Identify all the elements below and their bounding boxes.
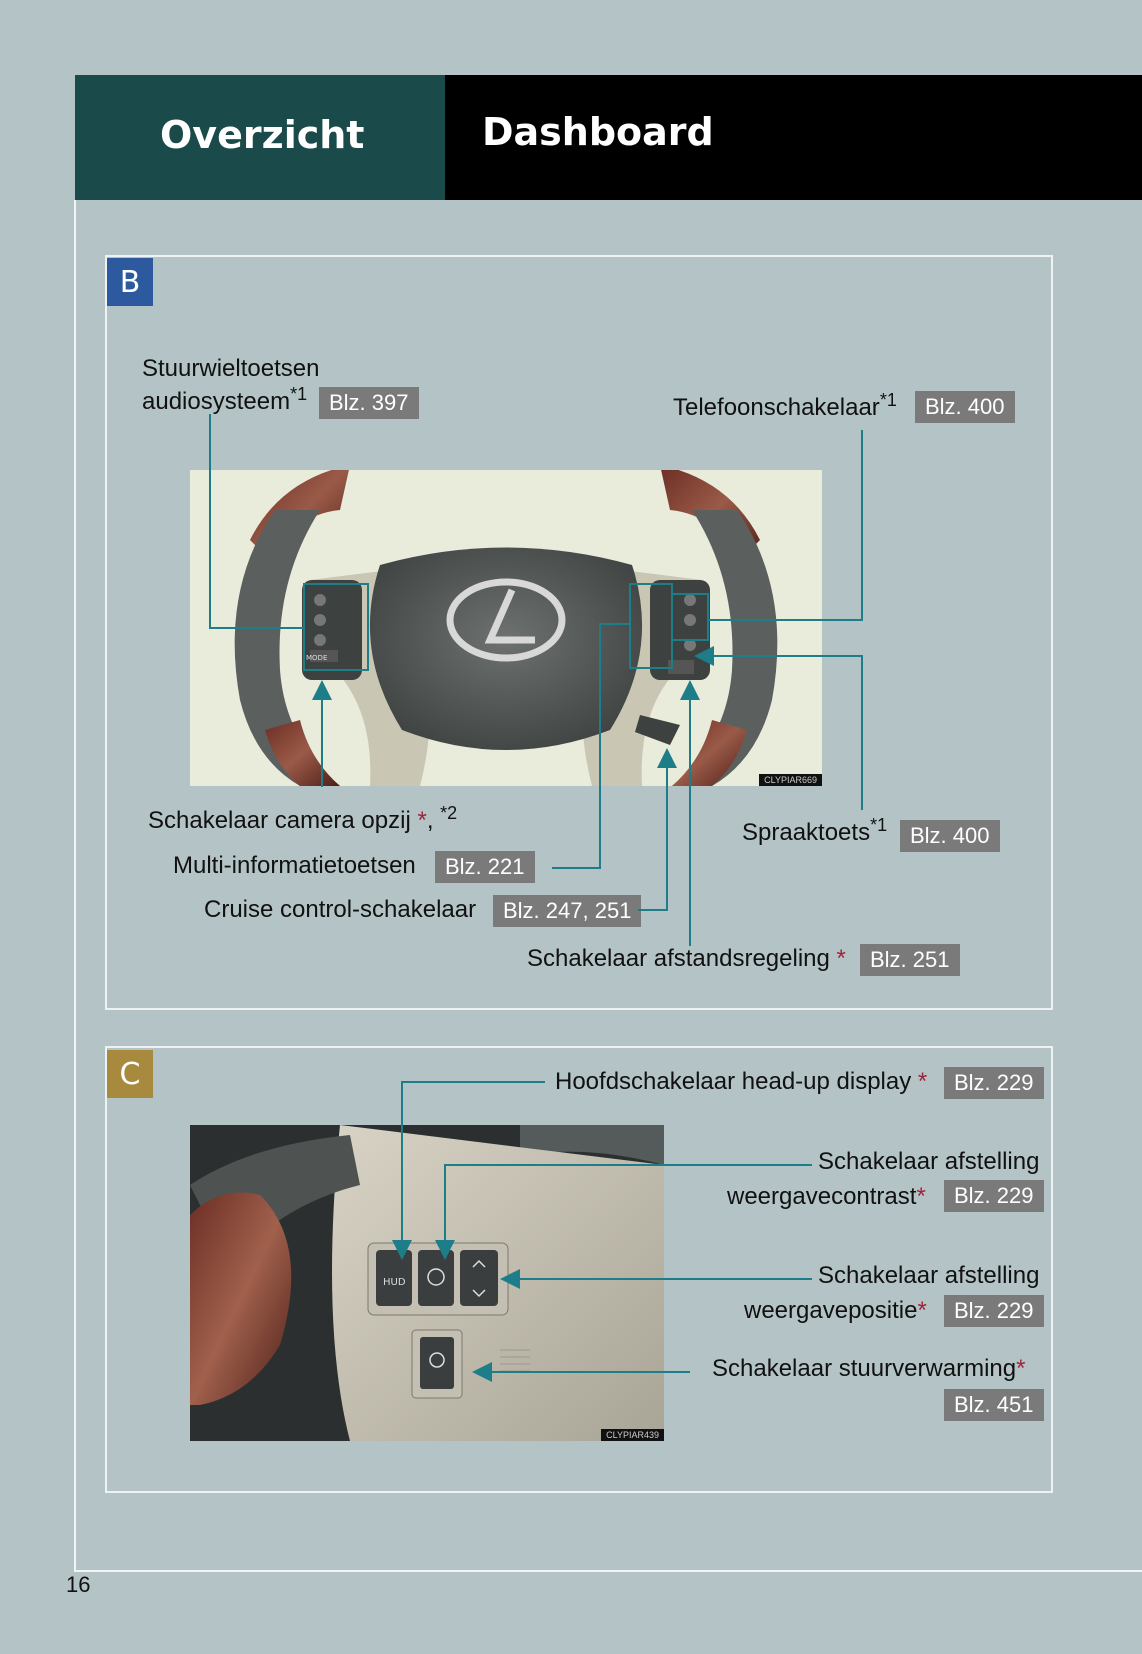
audio-note: *1 xyxy=(290,383,308,404)
position-label-line1: Schakelaar afstelling xyxy=(818,1262,1040,1289)
section-tab xyxy=(75,75,445,200)
heating-label xyxy=(712,1355,1025,1384)
dashboard-switches-image xyxy=(190,1125,664,1441)
contrast-label-line2: weergavecontrast xyxy=(727,1183,917,1210)
voice-note: *1 xyxy=(870,815,888,835)
page-header xyxy=(445,75,1142,200)
heating-label-text: Schakelaar stuurverwarming xyxy=(712,1355,1017,1382)
section-title: Overzicht xyxy=(160,113,365,157)
audio-label-line1: Stuurwieltoetsen xyxy=(142,355,320,382)
position-label-line2: weergavepositie xyxy=(744,1297,918,1324)
image-code-c: CLYPIAR439 xyxy=(601,1429,664,1441)
contrast-asterisk: * xyxy=(916,1183,926,1210)
hud-button-label: HUD xyxy=(383,1277,406,1288)
cruise-label: Cruise control-schakelaar xyxy=(204,896,477,923)
contrast-label xyxy=(727,1183,926,1212)
section-b-badge xyxy=(107,258,153,306)
camera-label xyxy=(148,803,457,836)
camera-label-text: Schakelaar camera opzij xyxy=(148,807,411,834)
section-c-badge-label: C xyxy=(119,1056,141,1092)
multi-label: Multi-informatietoetsen xyxy=(173,852,416,879)
position-ref[interactable]: Blz. 229 xyxy=(944,1295,1044,1327)
position-asterisk: * xyxy=(917,1297,927,1324)
heating-asterisk: * xyxy=(1016,1355,1026,1382)
phone-label-text: Telefoonschakelaar xyxy=(673,394,880,421)
audio-label-line2: audiosysteem xyxy=(142,387,291,415)
mode-button-label: MODE xyxy=(306,654,328,662)
voice-label-text: Spraaktoets xyxy=(742,819,871,846)
camera-asterisk: * xyxy=(417,807,427,834)
section-c-badge xyxy=(107,1050,153,1098)
camera-note: *2 xyxy=(440,803,458,823)
hud-asterisk: * xyxy=(917,1068,928,1095)
contrast-label-line1: Schakelaar afstelling xyxy=(818,1148,1040,1175)
dashboard-switches-illustration xyxy=(190,1125,664,1441)
footer-line xyxy=(74,1570,1142,1572)
hud-label xyxy=(555,1068,927,1097)
multi-ref[interactable]: Blz. 221 xyxy=(435,851,535,883)
audio-ref[interactable]: Blz. 397 xyxy=(319,387,419,419)
phone-ref[interactable]: Blz. 400 xyxy=(915,391,1015,423)
distance-asterisk: * xyxy=(836,945,846,972)
cruise-ref[interactable]: Blz. 247, 251 xyxy=(493,895,641,927)
voice-ref[interactable]: Blz. 400 xyxy=(900,820,1000,852)
page-title: Dashboard xyxy=(482,110,714,154)
voice-label xyxy=(742,815,887,848)
distance-label xyxy=(527,945,846,974)
distance-label-text: Schakelaar afstandsregeling xyxy=(527,945,830,972)
contrast-ref[interactable]: Blz. 229 xyxy=(944,1180,1044,1212)
margin-line xyxy=(74,200,76,1572)
position-label xyxy=(744,1297,927,1326)
hud-ref[interactable]: Blz. 229 xyxy=(944,1067,1044,1099)
audio-label xyxy=(142,355,319,417)
section-b-badge-label: B xyxy=(119,264,141,300)
distance-ref[interactable]: Blz. 251 xyxy=(860,944,960,976)
page-number: 16 xyxy=(66,1572,91,1597)
camera-sep: , xyxy=(426,807,434,834)
phone-label xyxy=(673,390,897,423)
steering-wheel-image xyxy=(190,470,822,786)
steering-wheel-illustration xyxy=(190,470,822,786)
phone-note: *1 xyxy=(879,390,897,410)
heating-ref[interactable]: Blz. 451 xyxy=(944,1389,1044,1421)
hud-label-text: Hoofdschakelaar head-up display xyxy=(555,1068,912,1095)
image-code-b: CLYPIAR669 xyxy=(759,774,822,786)
